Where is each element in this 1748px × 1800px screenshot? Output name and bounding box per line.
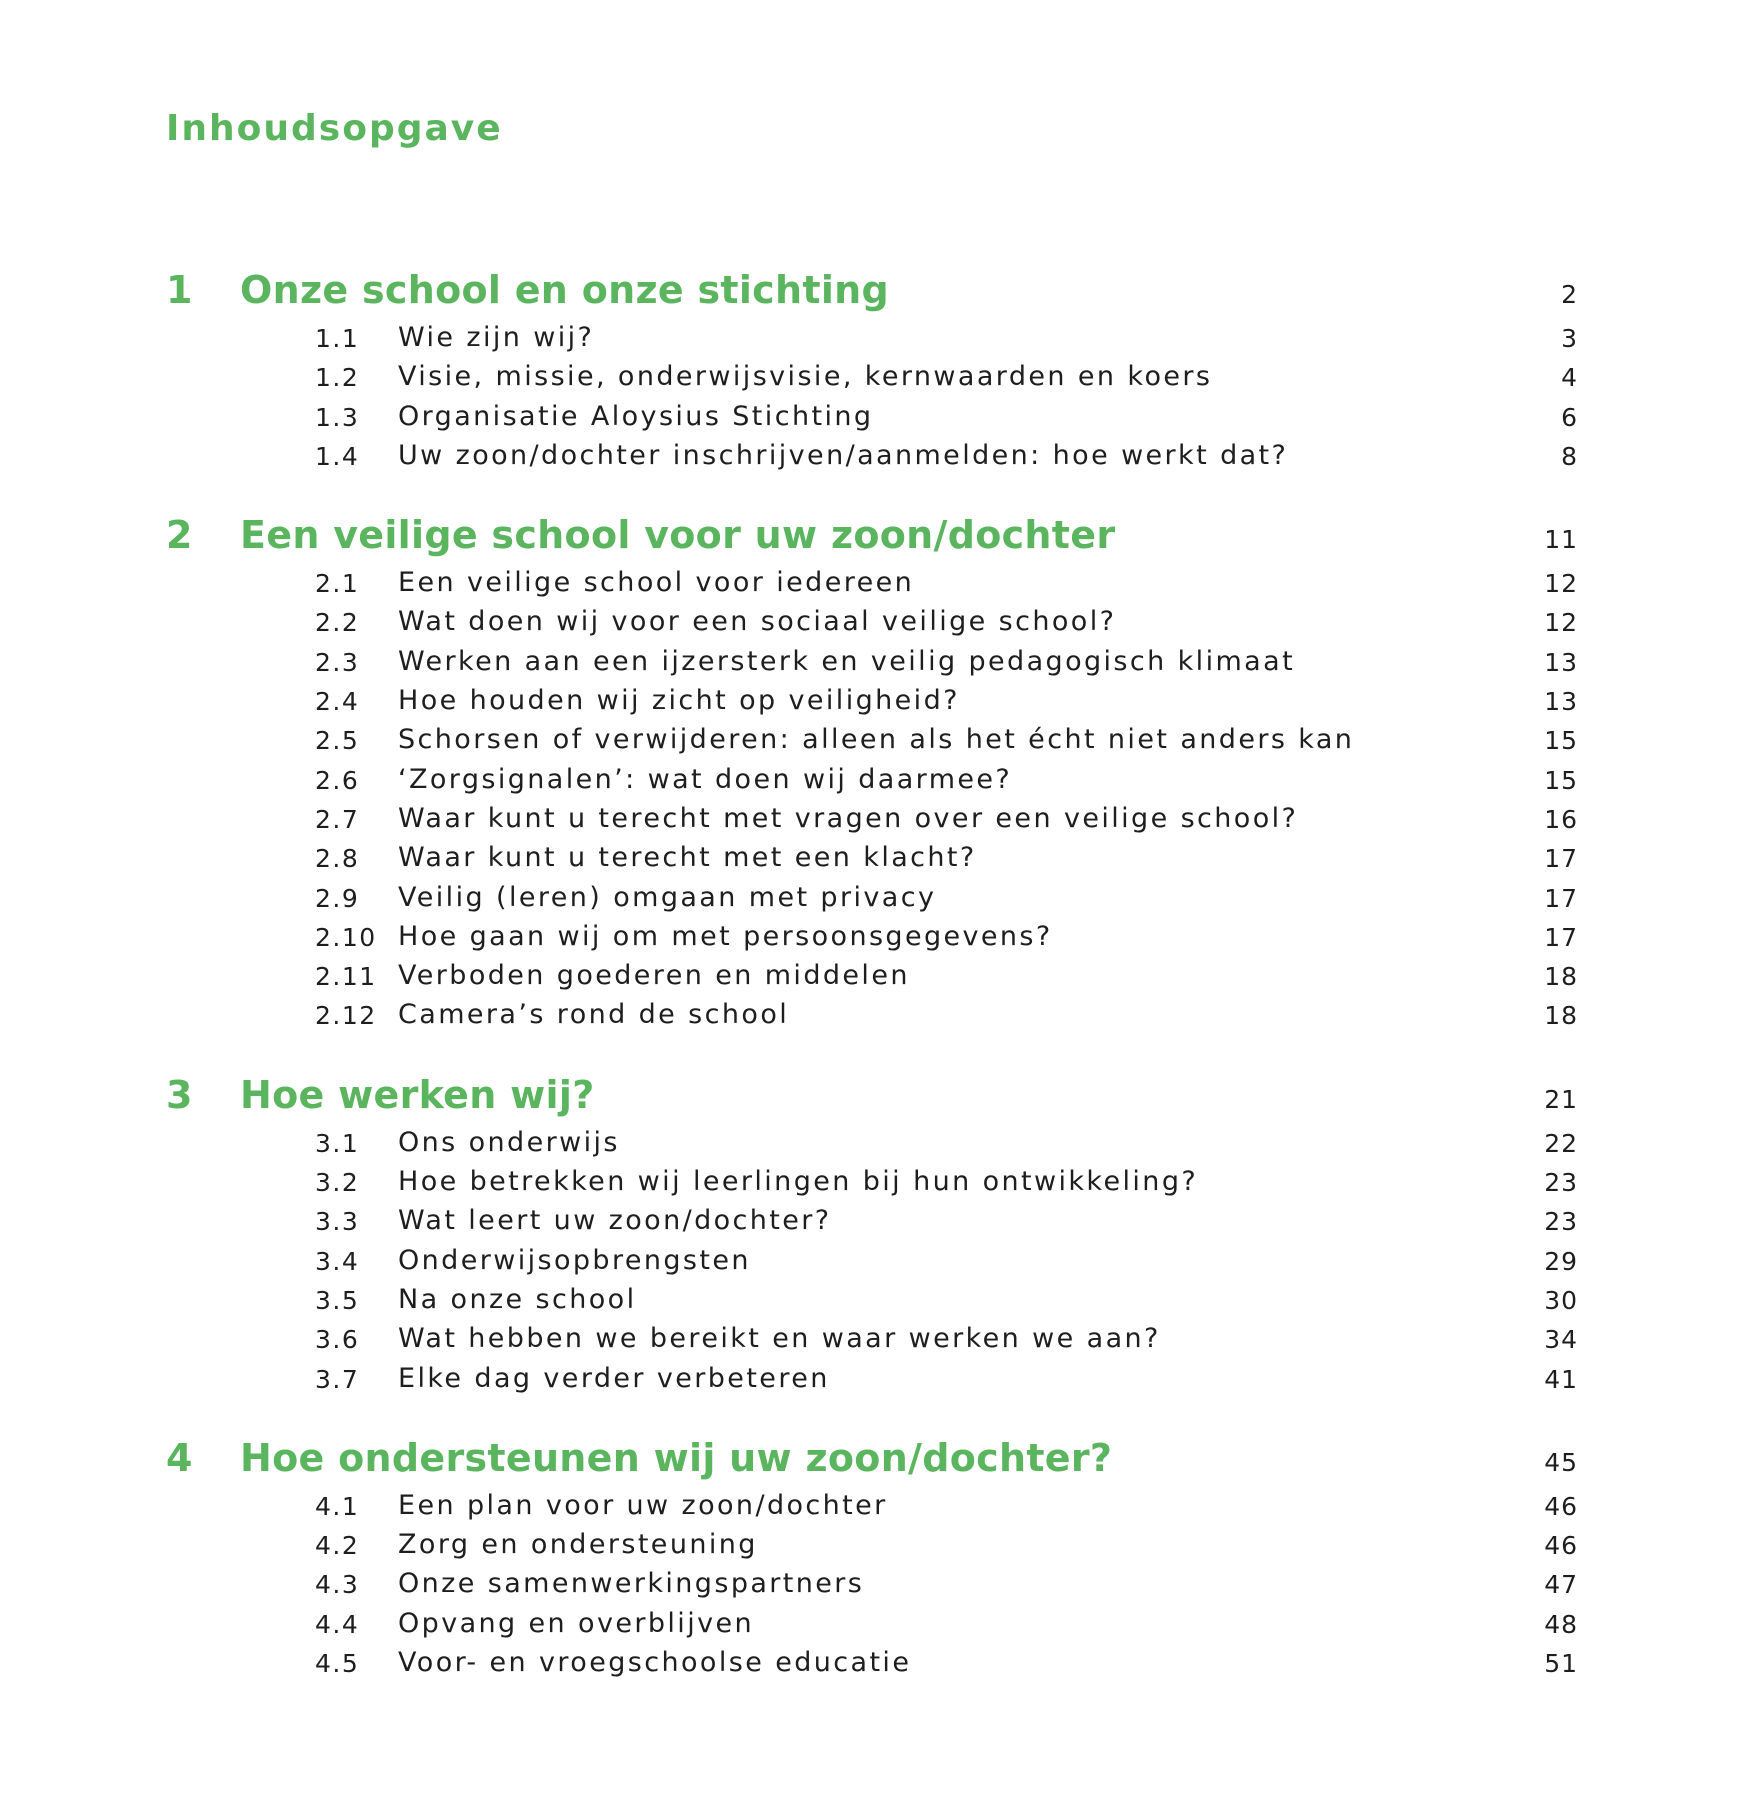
section-number: 2.12	[315, 1001, 377, 1031]
section-number: 1.3	[315, 402, 360, 432]
section-page-number: 15	[1544, 765, 1578, 795]
toc-entry[interactable]	[0, 801, 1748, 840]
toc-entry[interactable]	[0, 683, 1748, 722]
section-page-number: 22	[1544, 1128, 1578, 1158]
section-number: 2.4	[315, 687, 360, 717]
chapter-heading[interactable]	[0, 1436, 1748, 1488]
chapter-title: Onze school en onze stichting	[240, 268, 890, 312]
section-page-number: 17	[1544, 922, 1578, 952]
toc-chapter	[0, 1436, 1748, 1684]
section-title: Organisatie Aloysius Stichting	[398, 400, 874, 432]
toc-entry[interactable]	[0, 565, 1748, 604]
toc-entry[interactable]	[0, 1488, 1748, 1527]
toc-entry[interactable]	[0, 438, 1748, 477]
toc-entry[interactable]	[0, 1203, 1748, 1242]
section-page-number: 47	[1544, 1570, 1578, 1600]
toc-chapter	[0, 513, 1748, 1037]
section-title: Waar kunt u terecht met een klacht?	[398, 842, 977, 874]
section-title: Verboden goederen en middelen	[398, 960, 910, 992]
section-page-number: 15	[1544, 726, 1578, 756]
toc-entry[interactable]	[0, 997, 1748, 1036]
toc-entry[interactable]	[0, 320, 1748, 359]
chapter-heading[interactable]	[0, 513, 1748, 565]
toc-entry[interactable]	[0, 958, 1748, 997]
section-number: 1.1	[315, 324, 360, 353]
section-title: Wat hebben we bereikt en waar werken we aan?	[398, 1323, 1161, 1355]
section-page-number: 13	[1544, 647, 1578, 677]
section-title: Onderwijsopbrengsten	[398, 1244, 751, 1276]
chapter-heading[interactable]	[0, 268, 1748, 320]
section-page-number: 46	[1544, 1531, 1578, 1561]
section-number: 3.4	[315, 1246, 360, 1276]
toc-entry[interactable]	[0, 840, 1748, 879]
section-number: 2.1	[315, 569, 360, 599]
section-number: 2.6	[315, 765, 360, 795]
section-page-number: 3	[1561, 324, 1578, 353]
section-number: 3.5	[315, 1285, 360, 1315]
section-number: 2.5	[315, 726, 360, 756]
toc-entry[interactable]	[0, 919, 1748, 958]
section-page-number: 18	[1544, 1001, 1578, 1031]
chapter-title: Een veilige school voor uw zoon/dochter	[240, 513, 1116, 558]
chapter-number: 4	[166, 1435, 193, 1480]
chapter-page-number: 11	[1544, 525, 1578, 555]
section-title: Zorg en ondersteuning	[398, 1529, 758, 1561]
section-number: 3.1	[315, 1128, 360, 1158]
section-page-number: 30	[1544, 1285, 1578, 1315]
section-title: Hoe houden wij zicht op veiligheid?	[398, 685, 960, 717]
section-number: 2.8	[315, 844, 360, 874]
chapter-number: 1	[166, 268, 193, 312]
section-page-number: 23	[1544, 1207, 1578, 1237]
section-title: Wat doen wij voor een sociaal veilige school?	[398, 606, 1117, 638]
toc-entry[interactable]	[0, 399, 1748, 438]
section-number: 4.2	[315, 1531, 360, 1561]
section-page-number: 29	[1544, 1246, 1578, 1276]
chapter-number: 2	[166, 513, 193, 558]
chapter-title: Hoe werken wij?	[240, 1072, 595, 1117]
section-title: Schorsen of verwijderen: alleen als het écht niet anders kan	[398, 724, 1355, 756]
section-number: 4.5	[315, 1649, 360, 1679]
section-page-number: 8	[1561, 441, 1578, 471]
toc-entry[interactable]	[0, 1125, 1748, 1164]
section-title: Werken aan een ijzersterk en veilig pedagogisch klimaat	[398, 645, 1296, 677]
section-number: 2.7	[315, 804, 360, 834]
section-page-number: 34	[1544, 1325, 1578, 1355]
section-page-number: 17	[1544, 844, 1578, 874]
section-title: Een plan voor uw zoon/dochter	[398, 1489, 888, 1521]
section-page-number: 12	[1544, 569, 1578, 599]
section-title: Opvang en overblijven	[398, 1607, 755, 1639]
section-number: 2.9	[315, 883, 360, 913]
toc-chapter	[0, 268, 1748, 477]
section-number: 4.1	[315, 1491, 360, 1521]
toc-entry[interactable]	[0, 722, 1748, 761]
toc-entry[interactable]	[0, 1321, 1748, 1360]
section-page-number: 51	[1544, 1649, 1578, 1679]
section-title: Camera’s rond de school	[398, 999, 790, 1031]
section-title: Een veilige school voor iedereen	[398, 567, 915, 599]
section-number: 2.11	[315, 962, 377, 992]
section-number: 2.3	[315, 647, 360, 677]
toc-chapter	[0, 1073, 1748, 1400]
chapter-number: 3	[166, 1072, 193, 1117]
toc-entry[interactable]	[0, 1566, 1748, 1605]
section-title: Wat leert uw zoon/dochter?	[398, 1205, 832, 1237]
section-page-number: 4	[1561, 363, 1578, 393]
toc-entry[interactable]	[0, 1527, 1748, 1566]
table-of-contents	[0, 268, 1748, 1720]
section-number: 4.4	[315, 1609, 360, 1639]
chapter-page-number: 45	[1544, 1447, 1578, 1477]
section-title: Elke dag verder verbeteren	[398, 1362, 830, 1394]
section-title: Onze samenwerkingspartners	[398, 1568, 865, 1600]
toc-entry[interactable]	[0, 1164, 1748, 1203]
section-title: Hoe gaan wij om met persoonsgegevens?	[398, 920, 1053, 952]
chapter-heading[interactable]	[0, 1073, 1748, 1125]
section-title: Wie zijn wij?	[398, 322, 595, 353]
chapter-page-number: 21	[1544, 1084, 1578, 1114]
section-number: 3.7	[315, 1364, 360, 1394]
section-number: 1.2	[315, 363, 360, 393]
section-title: ‘Zorgsignalen’: wat doen wij daarmee?	[398, 763, 1013, 795]
toc-entry[interactable]	[0, 644, 1748, 683]
section-title: Visie, missie, onderwijsvisie, kernwaarden en koers	[398, 361, 1213, 393]
section-number: 2.2	[315, 608, 360, 638]
section-page-number: 46	[1544, 1491, 1578, 1521]
section-page-number: 18	[1544, 962, 1578, 992]
section-page-number: 13	[1544, 687, 1578, 717]
toc-entry[interactable]	[0, 880, 1748, 919]
toc-entry[interactable]	[0, 604, 1748, 643]
section-page-number: 23	[1544, 1168, 1578, 1198]
section-page-number: 12	[1544, 608, 1578, 638]
toc-entry[interactable]	[0, 1606, 1748, 1645]
toc-entry[interactable]	[0, 1361, 1748, 1400]
section-page-number: 41	[1544, 1364, 1578, 1394]
section-title: Uw zoon/dochter inschrijven/aanmelden: hoe werkt dat?	[398, 439, 1289, 471]
section-title: Ons onderwijs	[398, 1126, 620, 1158]
chapter-page-number: 2	[1561, 280, 1578, 309]
section-title: Voor- en vroegschoolse educatie	[398, 1647, 912, 1679]
section-number: 2.10	[315, 922, 377, 952]
section-page-number: 48	[1544, 1609, 1578, 1639]
chapter-title: Hoe ondersteunen wij uw zoon/dochter?	[240, 1435, 1113, 1480]
section-title: Na onze school	[398, 1283, 637, 1315]
section-number: 1.4	[315, 441, 360, 471]
toc-entry[interactable]	[0, 359, 1748, 398]
section-number: 4.3	[315, 1570, 360, 1600]
section-page-number: 6	[1561, 402, 1578, 432]
toc-entry[interactable]	[0, 1645, 1748, 1684]
toc-entry[interactable]	[0, 1243, 1748, 1282]
section-number: 3.6	[315, 1325, 360, 1355]
page-title: Inhoudsopgave	[166, 108, 503, 149]
section-title: Hoe betrekken wij leerlingen bij hun ontwikkeling?	[398, 1166, 1199, 1198]
toc-entry[interactable]	[0, 1282, 1748, 1321]
section-title: Waar kunt u terecht met vragen over een veilige school?	[398, 802, 1299, 834]
section-title: Veilig (leren) omgaan met privacy	[398, 881, 937, 913]
section-number: 3.3	[315, 1207, 360, 1237]
section-number: 3.2	[315, 1168, 360, 1198]
toc-entry[interactable]	[0, 762, 1748, 801]
section-page-number: 16	[1544, 804, 1578, 834]
section-page-number: 17	[1544, 883, 1578, 913]
